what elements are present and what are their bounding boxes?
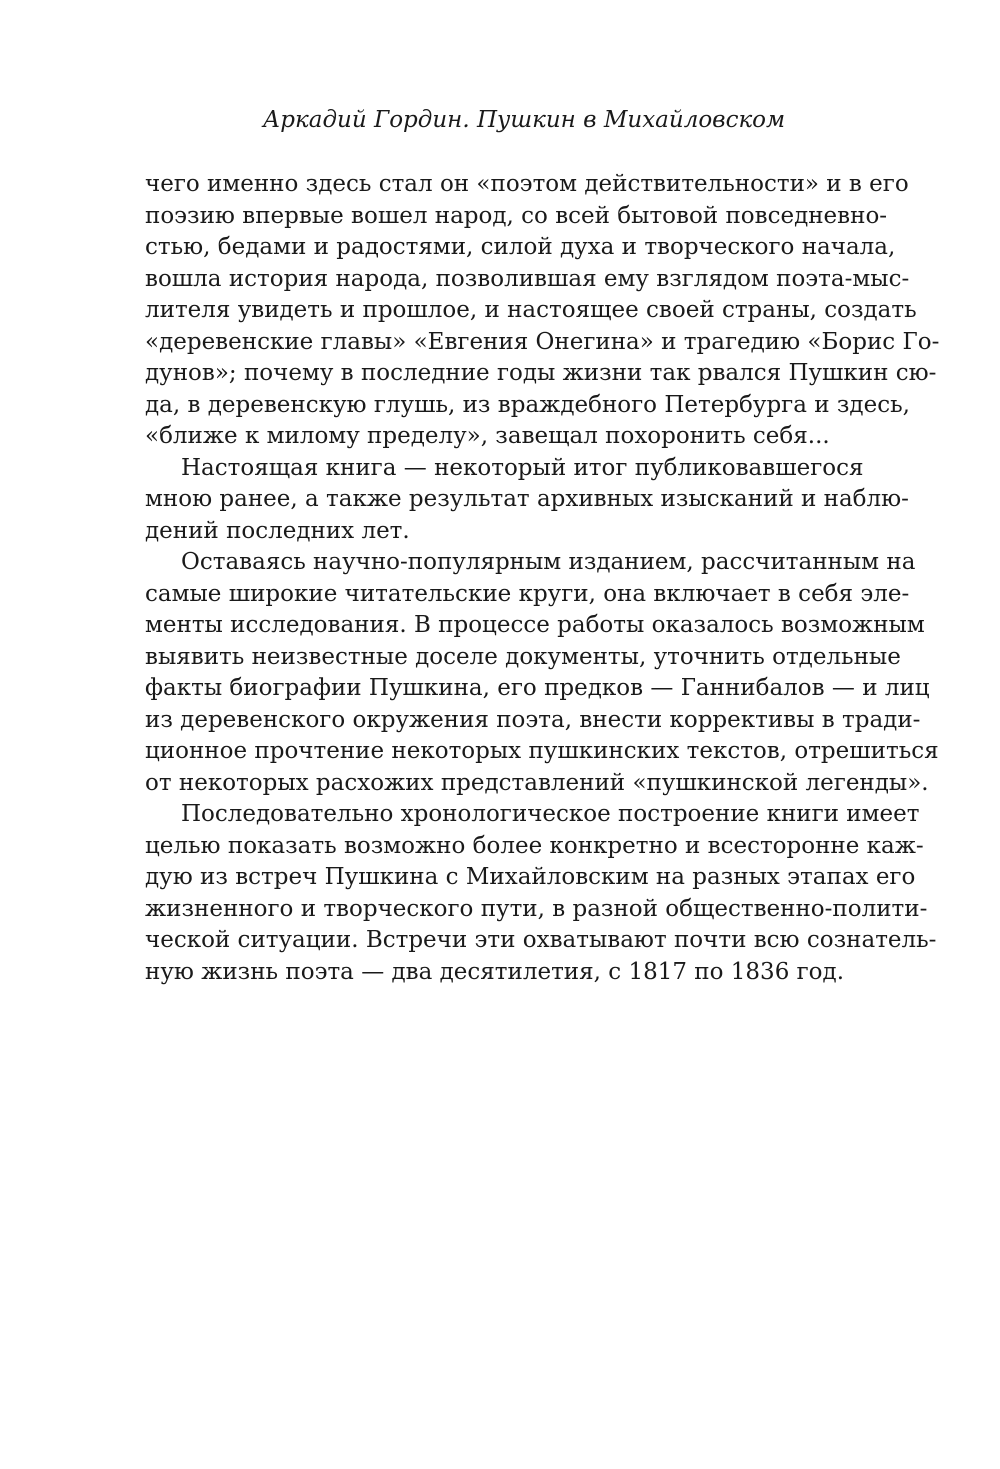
text-line: дунов»; почему в последние годы жизни так рвался Пушкин сю- <box>145 360 937 386</box>
text-line: выявить неизвестные доселе документы, уточнить отдельные <box>145 643 901 670</box>
text-line: ную жизнь поэта — два десятилетия, с 1817 по 1836 год. <box>145 958 845 985</box>
text-line: стью, бедами и радостями, силой духа и творческого начала, <box>145 234 896 260</box>
text-line: «ближе к милому пределу», завещал похоронить себя... <box>145 423 830 449</box>
paragraph <box>145 799 937 988</box>
text-line: целью показать возможно более конкретно и всесторонне каж- <box>145 832 924 859</box>
paragraph <box>145 547 939 799</box>
running-head: Аркадий Гордин. Пушкин в Михайловском <box>262 107 786 133</box>
text-line: поэзию впервые вошел народ, со всей бытовой повседневно- <box>145 202 888 229</box>
text-line: самые широкие читательские круги, она включает в себя эле- <box>145 580 910 607</box>
text-line: вошла история народа, позволившая ему взглядом поэта-мыс- <box>145 265 910 292</box>
text-line: чего именно здесь стал он «поэтом действительности» и в его <box>145 171 909 197</box>
text-line: «деревенские главы» «Евгения Онегина» и трагедию «Борис Го- <box>145 328 940 355</box>
paragraph <box>145 453 909 548</box>
text-line: ционное прочтение некоторых пушкинских текстов, отрешиться <box>145 738 939 764</box>
text-line: ческой ситуации. Встречи эти охватывают почти всю сознатель- <box>145 927 937 953</box>
text-line: да, в деревенскую глушь, из враждебного Петербурга и здесь, <box>145 391 910 418</box>
text-line: из деревенского окружения поэта, внести коррективы в тради- <box>145 706 921 733</box>
paragraph <box>145 169 940 453</box>
text-line: жизненного и творческого пути, в разной общественно-полити- <box>145 895 928 922</box>
text-line: Настоящая книга — некоторый итог публиковавшегося <box>181 454 864 481</box>
body-text <box>145 169 940 988</box>
text-line: Оставаясь научно-популярным изданием, рассчитанным на <box>181 549 916 575</box>
text-line: факты биографии Пушкина, его предков — Ганнибалов — и лиц <box>145 675 930 701</box>
text-line: лителя увидеть и прошлое, и настоящее своей страны, создать <box>145 297 917 323</box>
text-line: дую из встреч Пушкина с Михайловским на разных этапах его <box>145 864 916 890</box>
text-line: менты исследования. В процессе работы оказалось возможным <box>145 612 925 638</box>
text-line: от некоторых расхожих представлений «пушкинской легенды». <box>145 769 929 796</box>
text-line: дений последних лет. <box>145 517 410 544</box>
text-line: мною ранее, а также результат архивных изысканий и наблю- <box>145 486 909 512</box>
text-line: Последовательно хронологическое построение книги имеет <box>181 801 920 827</box>
